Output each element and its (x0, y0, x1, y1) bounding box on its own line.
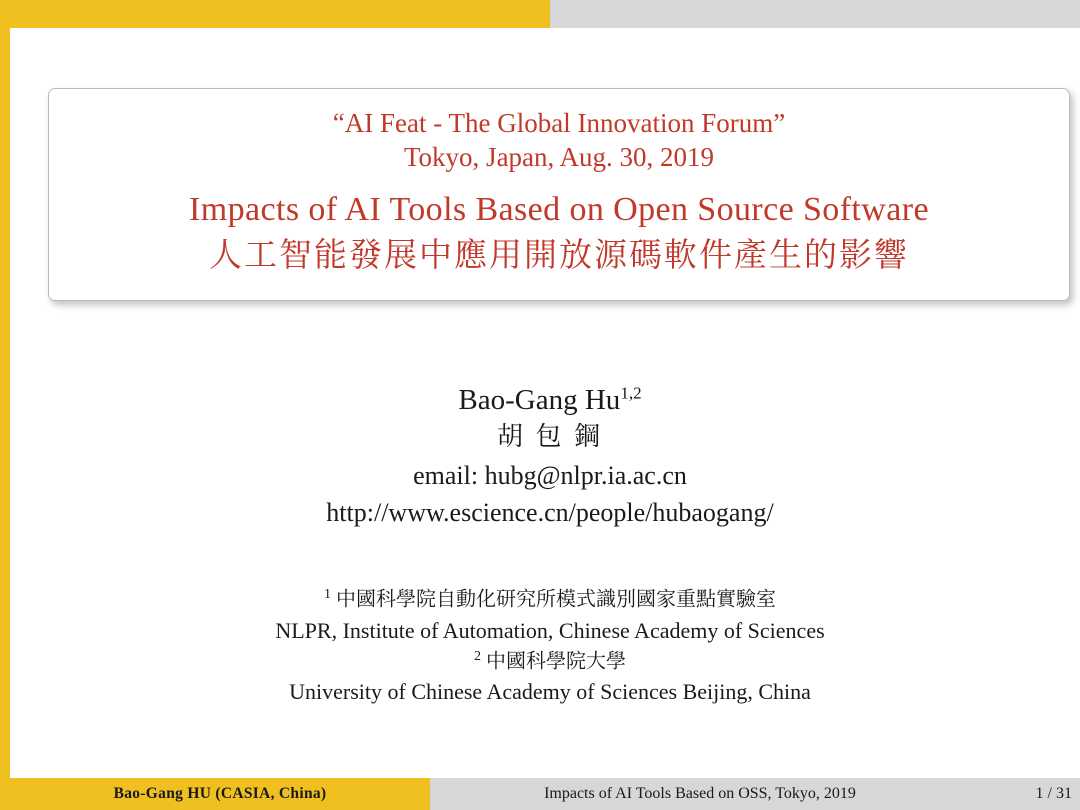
affiliation-1-en: NLPR, Institute of Automation, Chinese Academy of Sciences (275, 617, 825, 643)
author-name-cn: 胡 包 鋼 (496, 422, 603, 452)
presentation-title-cn: 人工智能發展中應用開放源碼軟件產生的影響 (209, 237, 909, 274)
author-name-line (10, 382, 1080, 418)
affiliation-2-en: University of Chinese Academy of Sciences Beijing, China (289, 679, 811, 705)
author-email: email: hubg@nlpr.ia.ac.cn (413, 461, 687, 491)
author-name: Bao-Gang Hu (458, 384, 621, 416)
presentation-title-en: Impacts of AI Tools Based on Open Source Software (189, 191, 929, 229)
conference-location-date: Tokyo, Japan, Aug. 30, 2019 (403, 141, 715, 172)
author-block (10, 382, 1080, 530)
footer-bar (10, 778, 1080, 810)
footer-author: Bao-Gang HU (CASIA, China) (10, 778, 430, 810)
affiliations-block (10, 585, 1080, 708)
title-box (48, 88, 1070, 301)
footer-page-number: 1 / 31 (970, 778, 1080, 810)
affiliation-1-cn (10, 585, 1080, 615)
author-affiliation-markers: 1,2 (620, 383, 642, 403)
affiliation-2-cn (10, 647, 1080, 677)
affiliation-2-marker: 2 (474, 648, 481, 664)
author-homepage-url[interactable]: http://www.escience.cn/people/hubaogang/ (326, 498, 774, 528)
top-bar-gray (550, 0, 1080, 28)
top-bar-accent (10, 0, 550, 28)
affiliation-1-cn-text: 中國科學院自動化研究所模式識別國家重點實驗室 (336, 588, 776, 611)
affiliation-1-marker: 1 (324, 587, 331, 602)
conference-name: “AI Feat - The Global Innovation Forum” (332, 108, 786, 138)
top-decoration-bar (10, 0, 1080, 28)
affiliation-2-cn-text: 中國科學院大學 (486, 650, 626, 673)
footer-title: Impacts of AI Tools Based on OSS, Tokyo, 2019 (430, 778, 970, 810)
